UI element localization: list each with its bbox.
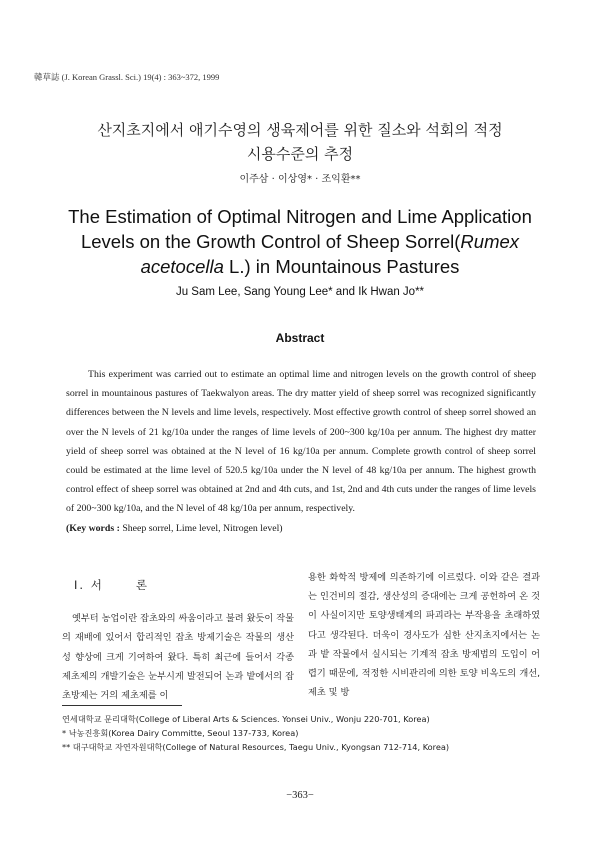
korean-title-line-1: 산지초지에서 애기수영의 생육제어를 위한 질소와 석회의 적정 bbox=[97, 121, 503, 139]
english-title-line-3-text: L.) in Mountainous Pastures bbox=[223, 256, 460, 277]
english-title-species: acetocella bbox=[140, 256, 224, 277]
body-column-right bbox=[308, 568, 540, 702]
korean-title bbox=[60, 118, 540, 166]
page-number: −363− bbox=[286, 790, 314, 801]
footnote-affiliation-2: * 낙농진흥회(Korea Dairy Committe, Seoul 137-733, Korea) bbox=[62, 728, 299, 738]
korean-title-line-2: 시용수준의 추정 bbox=[246, 145, 354, 163]
english-title-line-2-text: Levels on the Growth Control of Sheep Sorrel( bbox=[80, 231, 461, 252]
body-paragraph-right-2-text: 더욱이 경사도가 심한 산지초지에서는 논과 밭 작물에서 실시되는 기계적 잡초 방제법의 도입이 어렵기 때문에, 적정한 시비관리에 의한 토양 비옥도의 개선, 제초 및 방 bbox=[308, 629, 541, 699]
footnote-affiliation-1: 연세대학교 문리대학(College of Liberal Arts & Sciences. Yonsei Univ., Wonju 220-701, Korea) bbox=[62, 714, 430, 724]
abstract-body: This experiment was carried out to estimate an optimal lime and nitrogen levels on the growth control of sheep sorrel in mountainous pastures of Taekwalyon areas. The dry matter yield of sheep sorrel was recognized significantly differences between the N levels and lime levels, respectively. Most effective growth control of sheep sorrel showed an over the N levels of 21 kg/10a under the ranges of lime levels of 200~300 kg/10a per annum. The highest dry matter yield of sheep sorrel was obtained at the N level of 16 kg/10a per annum. Complete growth control of sheep sorrel could be estimated at the lime level of 520.5 kg/10a under the N level of 48 kg/10a per annum. The highest growth control effect of sheep sorrel was obtained at 2nd and 4th cuts, and 1st, 2nd and 4th cuts under the ranges of lime levels of 200~300 kg/10a, and the N level of 48 kg/10a per annum, respectively. bbox=[66, 369, 536, 515]
section-title: 론 bbox=[135, 578, 149, 592]
english-authors: Ju Sam Lee, Sang Young Lee* and Ik Hwan Jo** bbox=[175, 286, 425, 298]
footnotes bbox=[62, 712, 542, 754]
footnote-affiliation-3: ** 대구대학교 자연자원대학(College of Natural Resources, Taegu Univ., Kyongsan 712-714, Korea) bbox=[62, 742, 450, 752]
section-number: Ⅰ. 서 bbox=[74, 578, 104, 592]
english-title-line-3 bbox=[40, 254, 560, 279]
section-heading bbox=[74, 576, 294, 595]
english-title-line-2 bbox=[40, 229, 560, 254]
english-title-genus: Rumex bbox=[460, 231, 520, 252]
keywords bbox=[66, 523, 536, 534]
english-title bbox=[40, 204, 560, 279]
footnote-divider bbox=[62, 705, 182, 706]
body-paragraph-right-1 bbox=[308, 568, 540, 702]
abstract-text bbox=[66, 365, 536, 519]
english-title-line-1: The Estimation of Optimal Nitrogen and Lime Application bbox=[68, 206, 532, 227]
abstract-heading: Abstract bbox=[275, 331, 325, 345]
body-paragraph-left: 옛부터 농업이란 잡초와의 싸움이라고 불려 왔듯이 작물의 재배에 있어서 합리적인 잡초 방제기술은 작물의 생산성 향상에 크게 기여하여 왔다. 특히 최근에 들어서 각종 제초제의 개발기술은 눈부시게 발전되어 논과 밭에서의 잡초방제는 거의 제초제를 이 bbox=[62, 613, 294, 702]
keywords-list: Sheep sorrel, Lime level, Nitrogen level) bbox=[119, 523, 283, 534]
body-paragraph-right-1-text: 용한 화학적 방제에 의존하기에 이르렀다. 이와 같은 결과는 인건비의 절감, 생산성의 증대에는 크게 공헌하여 온 것이 사실이지만 토양생태계의 파괴라는 부작용을 초래하였다고 생각된다. bbox=[308, 572, 540, 641]
keywords-label: (Key words : bbox=[66, 523, 120, 534]
korean-authors: 이주삼 · 이상영* · 조익환** bbox=[239, 174, 361, 185]
journal-citation: 韓草誌 (J. Korean Grassl. Sci.) 19(4) : 363~372, 1999 bbox=[34, 72, 220, 82]
body-column-left bbox=[62, 568, 294, 705]
